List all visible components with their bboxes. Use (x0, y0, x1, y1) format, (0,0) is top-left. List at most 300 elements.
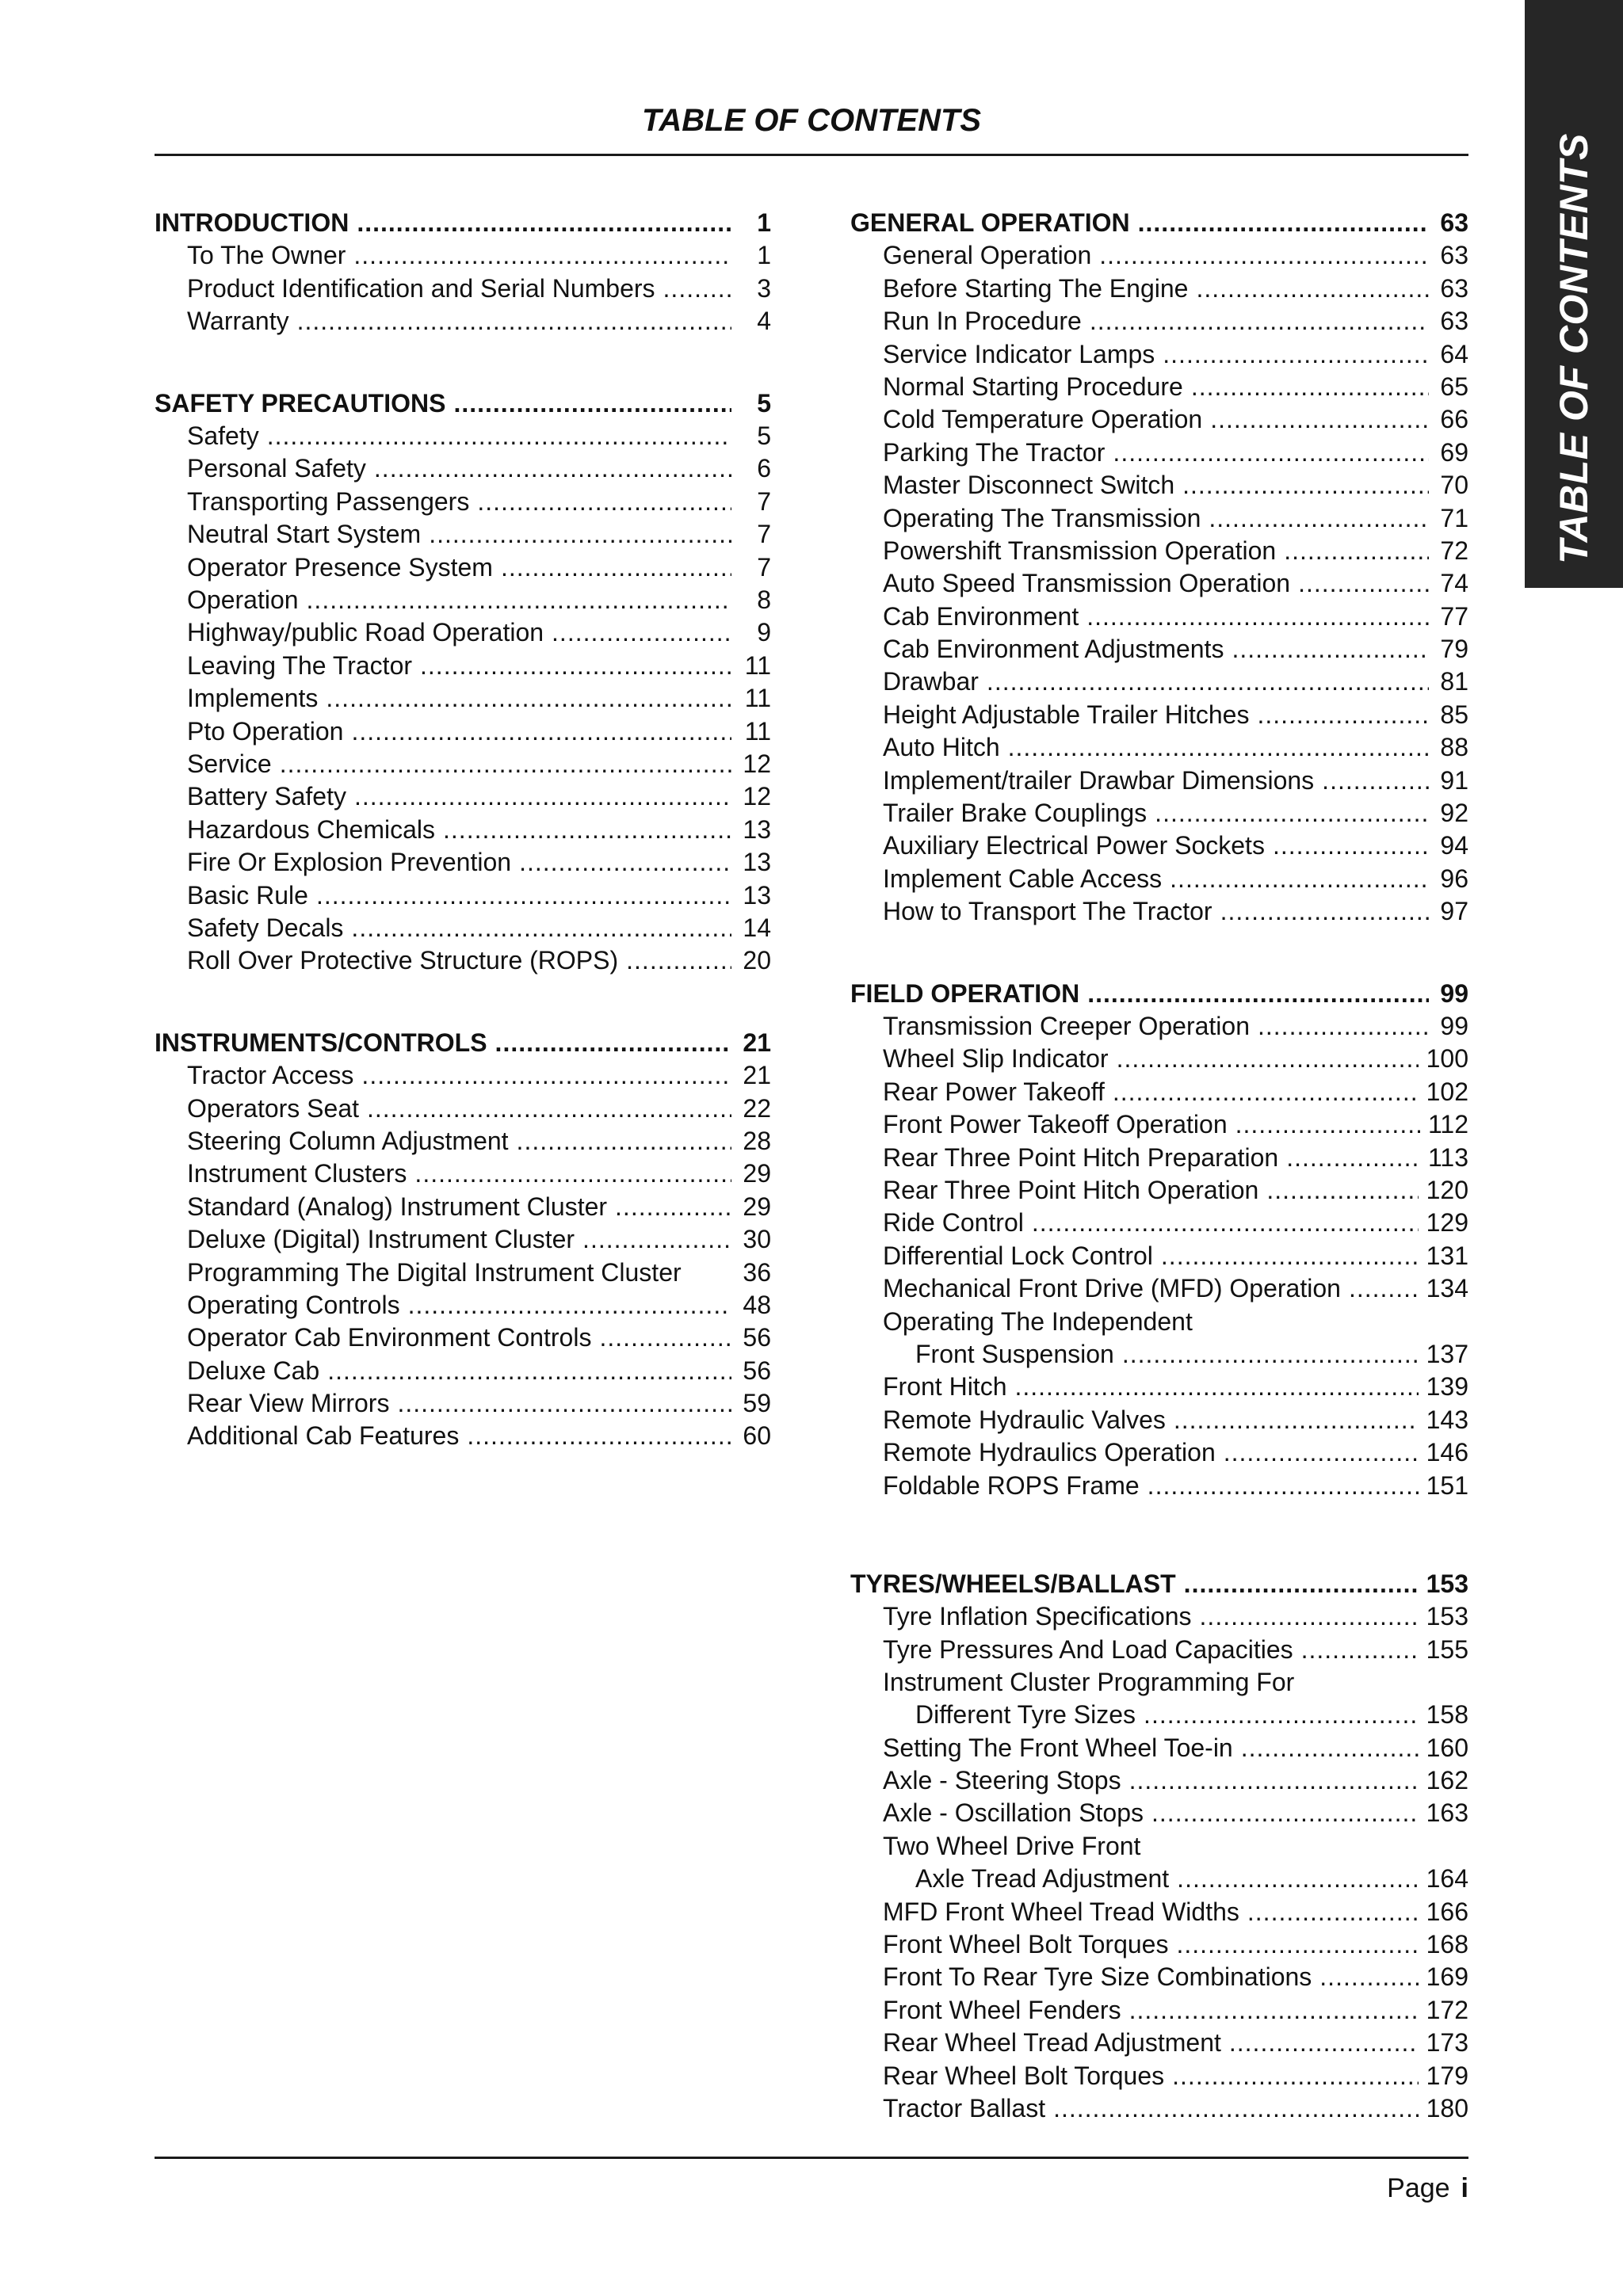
dot-leader (297, 305, 731, 338)
entry-label: Auto Speed Transmission Operation (883, 569, 1291, 598)
dot-leader (351, 912, 731, 944)
toc-entry[interactable] (155, 748, 771, 780)
toc-entry[interactable] (155, 420, 771, 452)
toc-entry[interactable] (850, 1797, 1468, 1829)
page-ref: 91 (1440, 765, 1468, 795)
entry-label: Parking The Tractor (883, 437, 1106, 467)
dot-leader (1113, 1076, 1419, 1108)
page-ref: 113 (1427, 1142, 1468, 1172)
dot-leader (517, 1125, 731, 1158)
entry-label: Tyre Pressures And Load Capacities (883, 1634, 1293, 1664)
section-title: GENERAL OPERATION (850, 208, 1130, 237)
toc-section (155, 387, 771, 978)
page-ref: 74 (1440, 569, 1468, 598)
toc-entry[interactable] (850, 338, 1468, 371)
page-ref: 146 (1426, 1438, 1468, 1467)
toc-entry[interactable] (155, 273, 771, 305)
toc-entry[interactable] (155, 1387, 771, 1420)
section-heading[interactable] (155, 207, 771, 239)
toc-entry[interactable] (850, 535, 1468, 567)
page-ref: 13 (743, 814, 771, 844)
entry-label: Master Disconnect Switch (883, 471, 1175, 500)
dot-leader (1087, 978, 1429, 1010)
toc-entry[interactable] (850, 863, 1468, 895)
toc-entry[interactable] (155, 305, 771, 338)
page-ref: 14 (743, 913, 771, 942)
section-heading[interactable] (155, 1027, 771, 1059)
page-ref: 134 (1426, 1274, 1468, 1303)
toc-entry[interactable] (850, 1207, 1468, 1239)
dot-leader (501, 551, 731, 584)
entry-label: Height Adjustable Trailer Hitches (883, 700, 1250, 729)
dot-leader (414, 1158, 731, 1190)
toc-entry[interactable] (155, 1289, 771, 1322)
dot-leader (626, 944, 731, 977)
entry-label: Safety Decals (187, 913, 344, 942)
toc-entry-continuation[interactable] (850, 1699, 1468, 1731)
toc-entry[interactable] (850, 437, 1468, 469)
dot-leader (351, 715, 731, 748)
page-ref: 36 (743, 1257, 771, 1287)
entry-label: Run In Procedure (883, 307, 1082, 336)
page-ref: 179 (1426, 2061, 1468, 2090)
dot-leader (374, 452, 731, 485)
page-footer (1387, 2173, 1468, 2204)
toc-entry-continuation[interactable] (850, 1338, 1468, 1371)
entry-label: Product Identification and Serial Numbers (187, 273, 655, 303)
entry-label: Battery Safety (187, 782, 346, 811)
page-ref: 4 (757, 307, 771, 336)
page-ref: 11 (744, 716, 771, 746)
toc-entry[interactable] (155, 682, 771, 715)
toc-entry[interactable] (155, 1125, 771, 1158)
dot-leader (420, 650, 731, 682)
dot-leader (1191, 371, 1429, 403)
page-ref: 77 (1440, 601, 1468, 631)
dot-leader (1176, 1928, 1418, 1961)
entry-label: Remote Hydraulics Operation (883, 1438, 1216, 1467)
dot-leader (408, 1289, 731, 1322)
page-ref: 158 (1426, 1700, 1468, 1730)
entry-label: Axle - Oscillation Stops (883, 1798, 1144, 1828)
toc-entry[interactable] (155, 551, 771, 584)
toc-entry[interactable] (850, 699, 1468, 731)
dot-leader (1129, 1764, 1419, 1797)
entry-label: Before Starting The Engine (883, 273, 1189, 303)
toc-entry[interactable] (850, 1961, 1468, 1993)
dot-leader (1032, 1207, 1419, 1239)
toc-entry[interactable] (850, 1994, 1468, 2027)
page-ref: 100 (1426, 1044, 1468, 1074)
side-tab (1525, 0, 1623, 588)
entry-label: Additional Cab Features (187, 1421, 460, 1451)
entry-label: How to Transport The Tractor (883, 897, 1212, 926)
dot-leader (1174, 1404, 1419, 1436)
dot-leader (1266, 1174, 1418, 1207)
page-ref: 153 (1426, 1602, 1468, 1631)
page-ref: 29 (743, 1192, 771, 1221)
toc-entry[interactable] (850, 239, 1468, 272)
dot-leader (1200, 1600, 1419, 1633)
toc-entry[interactable] (850, 830, 1468, 862)
entry-label: Differential Lock Control (883, 1241, 1153, 1270)
toc-entry[interactable] (155, 879, 771, 912)
toc-entry[interactable] (155, 1158, 771, 1190)
page-ref: 88 (1440, 733, 1468, 762)
toc-entry[interactable] (850, 1306, 1468, 1338)
dot-leader (1241, 1732, 1419, 1764)
toc-section (850, 207, 1468, 929)
toc-entry[interactable] (155, 1257, 771, 1289)
section-heading[interactable] (850, 1568, 1468, 1600)
entry-label: Roll Over Protective Structure (ROPS) (187, 946, 619, 975)
page-ref: 5 (757, 421, 771, 451)
entry-label: General Operation (883, 241, 1092, 270)
page-ref: 160 (1426, 1733, 1468, 1762)
page-ref: 129 (1426, 1208, 1468, 1238)
page-ref: 63 (1440, 307, 1468, 336)
toc-entry[interactable] (850, 1174, 1468, 1207)
page-ref: 92 (1440, 799, 1468, 828)
entry-label: Mechanical Front Drive (MFD) Operation (883, 1274, 1341, 1303)
dot-leader (1099, 239, 1429, 272)
toc-entry[interactable] (850, 305, 1468, 338)
toc-entry[interactable] (155, 1420, 771, 1452)
toc-section (155, 207, 771, 338)
page-ref: 7 (757, 486, 771, 516)
entry-label: Warranty (187, 307, 289, 336)
page-ref: 112 (1427, 1110, 1468, 1139)
page-ref: 70 (1440, 471, 1468, 500)
page-ref: 7 (757, 520, 771, 549)
page-ref: 94 (1440, 831, 1468, 860)
page-ref: 63 (1440, 241, 1468, 270)
dot-leader (367, 1093, 731, 1125)
toc-entry[interactable] (155, 452, 771, 485)
toc-entry[interactable] (155, 1059, 771, 1092)
entry-label: Powershift Transmission Operation (883, 536, 1277, 565)
section-title: INSTRUMENTS/CONTROLS (155, 1028, 487, 1057)
toc-entry[interactable] (850, 502, 1468, 535)
toc-entry[interactable] (155, 1093, 771, 1125)
page-ref: 11 (744, 684, 771, 713)
dot-leader (280, 748, 731, 780)
page-ref: 153 (1426, 1569, 1468, 1598)
dot-leader (1273, 830, 1429, 862)
dot-leader (1117, 1043, 1419, 1075)
entry-label: Transporting Passengers (187, 486, 470, 516)
dot-leader (1161, 1240, 1419, 1272)
toc-entry[interactable] (155, 650, 771, 682)
dot-leader (467, 1420, 731, 1452)
page-ref: 63 (1440, 208, 1468, 237)
toc-entry[interactable] (850, 1928, 1468, 1961)
page-ref: 162 (1426, 1766, 1468, 1795)
dot-leader (987, 666, 1429, 698)
toc-entry[interactable] (850, 1470, 1468, 1502)
entry-label: Programming The Digital Instrument Cluster (187, 1257, 682, 1287)
dot-leader (267, 420, 731, 452)
toc-entry[interactable] (850, 469, 1468, 502)
page-ref: 72 (1440, 536, 1468, 565)
page-ref: 164 (1426, 1864, 1468, 1894)
dot-leader (1053, 2092, 1419, 2125)
section-heading[interactable] (850, 978, 1468, 1010)
entry-label: Foldable ROPS Frame (883, 1470, 1140, 1500)
toc-entry[interactable] (155, 814, 771, 846)
dot-leader (1113, 437, 1429, 469)
dot-leader (307, 584, 731, 616)
dot-leader (1210, 403, 1429, 436)
entry-label: Service Indicator Lamps (883, 339, 1155, 368)
page-ref: 97 (1440, 897, 1468, 926)
toc-entry[interactable] (850, 371, 1468, 403)
dot-leader (582, 1223, 731, 1256)
dot-leader (357, 207, 731, 239)
page-ref: 102 (1426, 1077, 1468, 1106)
toc-entry[interactable] (155, 584, 771, 616)
toc-entry[interactable] (850, 1600, 1468, 1633)
entry-label: Hazardous Chemicals (187, 814, 436, 844)
page-ref: 169 (1426, 1962, 1468, 1992)
page-ref: 143 (1426, 1405, 1468, 1434)
page-ref: 56 (743, 1323, 771, 1352)
page-ref: 120 (1426, 1176, 1468, 1205)
dot-leader (1144, 1699, 1419, 1731)
entry-label: Front Wheel Bolt Torques (883, 1930, 1169, 1959)
section-title: TYRES/WHEELS/BALLAST (850, 1569, 1176, 1598)
entry-label: Neutral Start System (187, 520, 422, 549)
page-ref: 151 (1426, 1470, 1468, 1500)
toc-entry[interactable] (155, 616, 771, 649)
toc-entry[interactable] (850, 1404, 1468, 1436)
entry-label: Two Wheel Drive Front (883, 1831, 1141, 1860)
page-ref: 59 (743, 1389, 771, 1418)
dot-leader (599, 1322, 731, 1354)
entry-label: Implement/trailer Drawbar Dimensions (883, 765, 1315, 795)
page-ref: 7 (757, 552, 771, 582)
page-ref: 11 (744, 650, 771, 680)
header-rule (155, 154, 1468, 156)
toc-entry[interactable] (850, 1043, 1468, 1075)
entry-label: Implements (187, 684, 319, 713)
entry-label: Operators Seat (187, 1093, 359, 1123)
page-ref: 3 (757, 273, 771, 303)
page-ref: 81 (1440, 667, 1468, 696)
dot-leader (1008, 731, 1429, 764)
page-ref: 172 (1426, 1995, 1468, 2024)
entry-label: Basic Rule (187, 880, 308, 910)
dot-leader (1184, 1568, 1419, 1600)
toc-entry[interactable] (155, 1322, 771, 1354)
toc-section (155, 1027, 771, 1453)
dot-leader (1138, 207, 1429, 239)
section-title: INTRODUCTION (155, 208, 349, 237)
dot-leader (354, 780, 731, 813)
dot-leader (326, 682, 731, 715)
page-ref: 139 (1426, 1372, 1468, 1402)
toc-entry[interactable] (850, 1732, 1468, 1764)
entry-label: Normal Starting Procedure (883, 372, 1183, 401)
dot-leader (1129, 1994, 1419, 2027)
toc-entry[interactable] (850, 1896, 1468, 1928)
toc-entry[interactable] (850, 273, 1468, 305)
entry-label: Rear Three Point Hitch Preparation (883, 1142, 1279, 1172)
entry-label: Operating Controls (187, 1290, 400, 1319)
page-ref: 71 (1440, 503, 1468, 532)
dot-leader (353, 239, 731, 272)
toc-entry[interactable] (850, 2060, 1468, 2092)
toc-entry[interactable] (850, 2027, 1468, 2059)
dot-leader (1235, 1108, 1420, 1141)
entry-label: Instrument Clusters (187, 1159, 407, 1188)
page-ref: 48 (743, 1290, 771, 1319)
toc-entry[interactable] (155, 912, 771, 944)
dot-leader (443, 814, 731, 846)
dot-leader (1284, 535, 1429, 567)
entry-label: Safety (187, 421, 259, 451)
entry-label: MFD Front Wheel Tread Widths (883, 1897, 1239, 1926)
dot-leader (316, 879, 731, 912)
toc-entry[interactable] (850, 403, 1468, 436)
entry-label: Personal Safety (187, 454, 366, 483)
dot-leader (495, 1027, 731, 1059)
dot-leader (1298, 567, 1429, 600)
toc-entry[interactable] (850, 1371, 1468, 1403)
dot-leader (1090, 305, 1429, 338)
dot-leader (1247, 1896, 1419, 1928)
entry-label: Cold Temperature Operation (883, 405, 1203, 434)
toc-entry[interactable] (850, 567, 1468, 600)
entry-label: Rear Wheel Tread Adjustment (883, 2028, 1221, 2058)
toc-right-column (850, 207, 1468, 2125)
toc-entry[interactable] (850, 1764, 1468, 1797)
dot-leader (1151, 1797, 1419, 1829)
dot-leader (1163, 338, 1429, 371)
entry-label: Rear View Mirrors (187, 1389, 390, 1418)
page-ref: 63 (1440, 273, 1468, 303)
dot-leader (1155, 797, 1429, 830)
section-title: FIELD OPERATION (850, 978, 1080, 1008)
page-ref: 137 (1426, 1339, 1468, 1368)
toc-entry[interactable] (850, 1272, 1468, 1305)
entry-label: Setting The Front Wheel Toe-in (883, 1733, 1233, 1762)
entry-label: Front To Rear Tyre Size Combinations (883, 1962, 1312, 1992)
entry-label: Deluxe (Digital) Instrument Cluster (187, 1225, 575, 1254)
entry-label: Wheel Slip Indicator (883, 1044, 1109, 1074)
toc-entry[interactable] (850, 1076, 1468, 1108)
dot-leader (477, 486, 731, 518)
dot-leader (1258, 1010, 1429, 1043)
toc-entry[interactable] (850, 895, 1468, 928)
entry-label: Operator Presence System (187, 552, 493, 582)
dot-leader (1257, 699, 1429, 731)
page-ref: 30 (743, 1225, 771, 1254)
page-ref: 64 (1440, 339, 1468, 368)
toc-entry[interactable] (155, 846, 771, 879)
dot-leader (1122, 1338, 1419, 1371)
entry-label: Leaving The Tractor (187, 650, 413, 680)
page-ref: 69 (1440, 437, 1468, 467)
toc-entry[interactable] (850, 2092, 1468, 2125)
section-heading[interactable] (155, 387, 771, 420)
toc-entry[interactable] (155, 1223, 771, 1256)
toc-entry[interactable] (850, 1634, 1468, 1666)
page-ref: 9 (757, 618, 771, 647)
page-ref: 1 (757, 208, 771, 237)
entry-label: Auto Hitch (883, 733, 1000, 762)
entry-label: Operating The Transmission (883, 503, 1201, 532)
dot-leader (1224, 1436, 1419, 1469)
page-ref: 6 (757, 454, 771, 483)
toc-entry[interactable] (850, 1010, 1468, 1043)
page-ref: 56 (743, 1356, 771, 1385)
section-title: SAFETY PRECAUTIONS (155, 388, 446, 418)
toc-entry[interactable] (155, 715, 771, 748)
toc-entry[interactable] (155, 944, 771, 977)
dot-leader (552, 616, 731, 649)
dot-leader (1232, 633, 1429, 666)
dot-leader (1319, 1961, 1418, 1993)
toc-entry[interactable] (155, 239, 771, 272)
toc-left-column (155, 207, 771, 1453)
toc-entry[interactable] (850, 1240, 1468, 1272)
toc-entry[interactable] (850, 1666, 1468, 1699)
dot-leader (429, 518, 731, 551)
page-ref: 28 (743, 1126, 771, 1155)
toc-entry[interactable] (850, 666, 1468, 698)
toc-entry[interactable] (850, 633, 1468, 666)
dot-leader (1209, 502, 1429, 535)
dot-leader (663, 273, 731, 305)
entry-label: Rear Power Takeoff (883, 1077, 1105, 1106)
entry-label: Pto Operation (187, 716, 344, 746)
toc-entry[interactable] (155, 486, 771, 518)
section-heading[interactable] (850, 207, 1468, 239)
page-ref: 131 (1426, 1241, 1468, 1270)
toc-entry[interactable] (850, 1108, 1468, 1141)
page-ref: 99 (1440, 978, 1468, 1008)
page-ref: 12 (743, 782, 771, 811)
page-ref: 155 (1426, 1634, 1468, 1664)
toc-entry[interactable] (850, 601, 1468, 633)
page-ref: 166 (1426, 1897, 1468, 1926)
dot-leader (1170, 863, 1429, 895)
entry-label: Trailer Brake Couplings (883, 799, 1148, 828)
page-ref: 22 (743, 1093, 771, 1123)
page-ref: 79 (1440, 635, 1468, 664)
toc-section (850, 1568, 1468, 2126)
toc-entry[interactable] (155, 1355, 771, 1387)
toc-entry[interactable] (850, 797, 1468, 830)
toc-entry-continuation[interactable] (850, 1863, 1468, 1895)
toc-entry[interactable] (850, 1830, 1468, 1863)
toc-entry[interactable] (850, 1142, 1468, 1174)
page-number: i (1461, 2173, 1468, 2203)
side-tab-label: TABLE OF CONTENTS (1552, 133, 1596, 564)
entry-label: Service (187, 749, 272, 778)
dot-leader (615, 1191, 731, 1223)
toc-entry[interactable] (155, 780, 771, 813)
toc-entry[interactable] (155, 518, 771, 551)
page-ref: 20 (743, 946, 771, 975)
toc-entry[interactable] (850, 765, 1468, 797)
toc-entry[interactable] (155, 1191, 771, 1223)
page-ref: 13 (743, 848, 771, 877)
toc-entry[interactable] (850, 731, 1468, 764)
toc-section (850, 978, 1468, 1502)
toc-entry[interactable] (850, 1436, 1468, 1469)
